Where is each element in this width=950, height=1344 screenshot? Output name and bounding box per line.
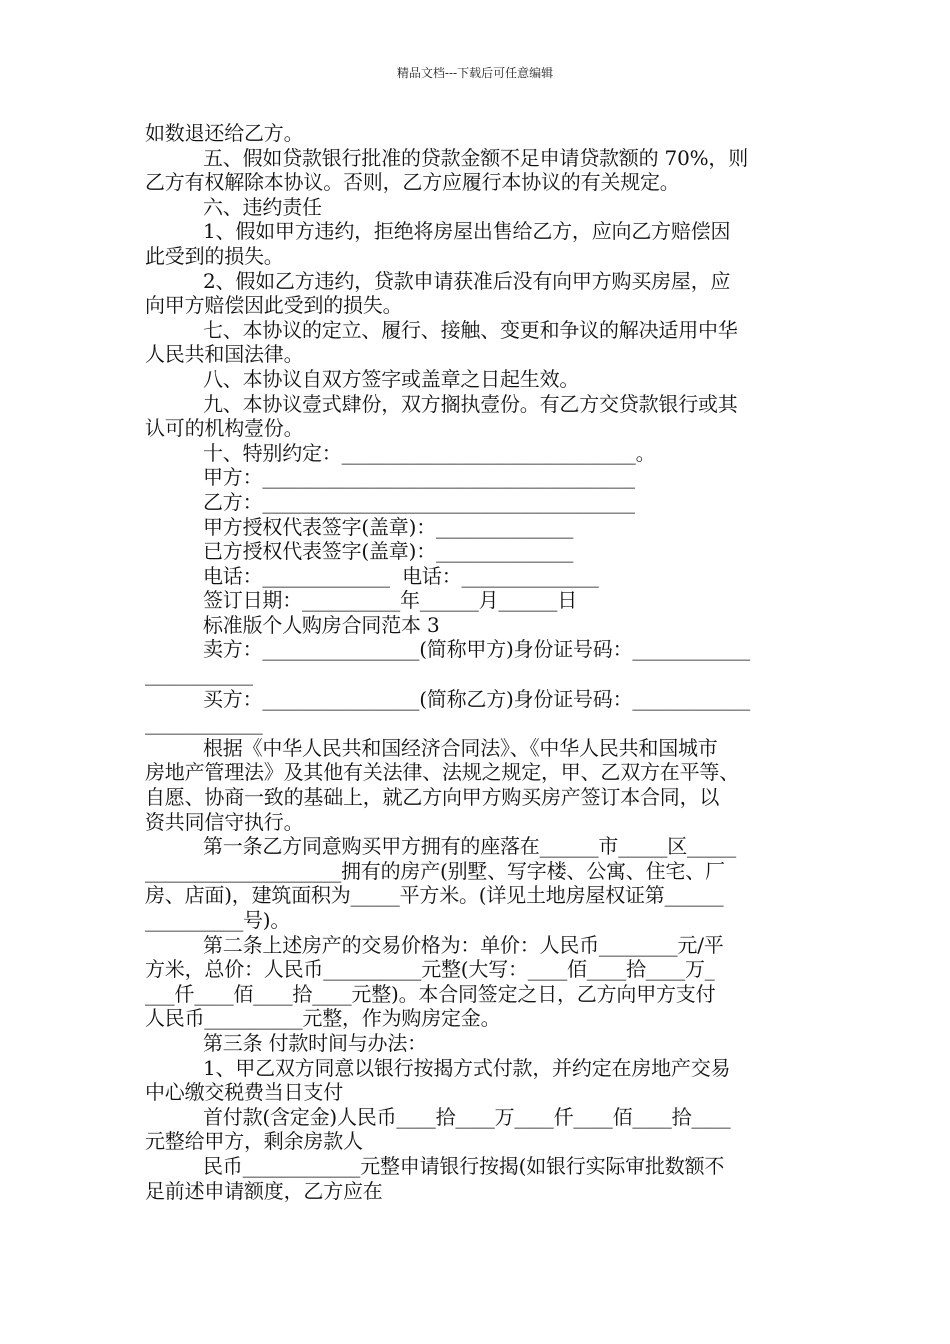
text-line: 标准版个人购房合同范本 3 (203, 612, 440, 637)
text-line: 方米，总价：人民币__________元整(大写：____佰____拾____万_ (145, 957, 715, 982)
text-line: 电话：_____________ 电话：______________ (203, 563, 599, 588)
text-line: 第二条上述房产的交易价格为：单价：人民币________元/平 (203, 932, 724, 957)
text-line: 此受到的损失。 (145, 243, 284, 268)
text-line: 九、本协议壹式肆份，双方搁执壹份。有乙方交贷款银行或其 (203, 391, 738, 416)
text-line: 自愿、协商一致的基础上，就乙方向甲方购买房产签订本合同，以 (145, 785, 720, 810)
text-line: 1、假如甲方违约，拒绝将房屋出售给乙方，应向乙方赔偿因 (203, 219, 731, 244)
text-line: ___________ (145, 662, 253, 687)
text-line: 乙方有权解除本协议。否则，乙方应履行本协议的有关规定。 (145, 170, 680, 195)
document-body (145, 121, 810, 1203)
text-line: ____________ (145, 711, 263, 736)
text-line: 第三条 付款时间与办法： (203, 1030, 427, 1055)
text-line: 卖方：________________(简称甲方)身份证号码：____________ (203, 637, 751, 662)
text-line: 签订日期：__________年______月______日 (203, 588, 577, 613)
text-line: 中心缴交税费当日支付 (145, 1080, 343, 1105)
text-line: 八、本协议自双方签字或盖章之日起生效。 (203, 366, 580, 391)
text-line: 1、甲乙双方同意以银行按揭方式付款，并约定在房地产交易 (203, 1055, 731, 1080)
text-line: ___仟____佰____拾____元整)。本合同签定之日，乙方向甲方支付 (145, 981, 716, 1006)
text-line: 2、假如乙方违约，贷款申请获准后没有向甲方购买房屋，应 (203, 268, 731, 293)
text-line: 认可的机构壹份。 (145, 416, 304, 441)
text-line: 足前述申请额度，乙方应在 (145, 1178, 383, 1203)
text-line: 已方授权代表签字(盖章)：______________ (203, 539, 574, 564)
text-line: 五、假如贷款银行批准的贷款金额不足申请贷款额的 70%，则 (203, 145, 749, 170)
text-line: 元整给甲方，剩余房款人 (145, 1129, 363, 1154)
text-line: 房、店面)，建筑面积为_____平方米。(详见土地房屋权证第______ (145, 883, 724, 908)
text-line: 根据《中华人民共和国经济合同法》、《中华人民共和国城市 (203, 735, 718, 760)
text-line: 向甲方赔偿因此受到的损失。 (145, 293, 403, 318)
text-line: 六、违约责任 (203, 194, 322, 219)
text-line: 甲方授权代表签字(盖章)：______________ (203, 514, 574, 539)
text-line: 乙方：______________________________________ (203, 489, 635, 514)
text-line: 如数退还给乙方。 (145, 121, 304, 145)
text-line: 十、特别约定：______________________________。 (203, 440, 656, 465)
text-line: __________号)。 (145, 908, 291, 932)
text-line: ____________________拥有的房产(别墅、写字楼、公寓、住宅、厂 (145, 858, 725, 883)
text-line: 资共同信守执行。 (145, 809, 304, 834)
text-line: 甲方：______________________________________ (203, 465, 635, 490)
page-header: 精品文档---下载后可任意编辑 (396, 66, 554, 80)
text-line: 买方：________________(简称乙方)身份证号码：____________ (203, 686, 751, 711)
text-line: 人民共和国法律。 (145, 342, 304, 367)
text-line: 人民币__________元整，作为购房定金。 (145, 1006, 501, 1031)
text-line: 民币____________元整申请银行按揭(如银行实际审批数额不 (203, 1153, 725, 1178)
text-line: 七、本协议的定立、履行、接触、变更和争议的解决适用中华 (203, 317, 738, 342)
text-line: 首付款(含定金)人民币____拾____万____仟____佰____拾____ (203, 1104, 731, 1129)
text-line: 房地产管理法》及其他有关法律、法规之规定，甲、乙双方在平等、 (145, 760, 739, 785)
text-line: 第一条乙方同意购买甲方拥有的座落在______市_____区_____ (203, 834, 736, 859)
